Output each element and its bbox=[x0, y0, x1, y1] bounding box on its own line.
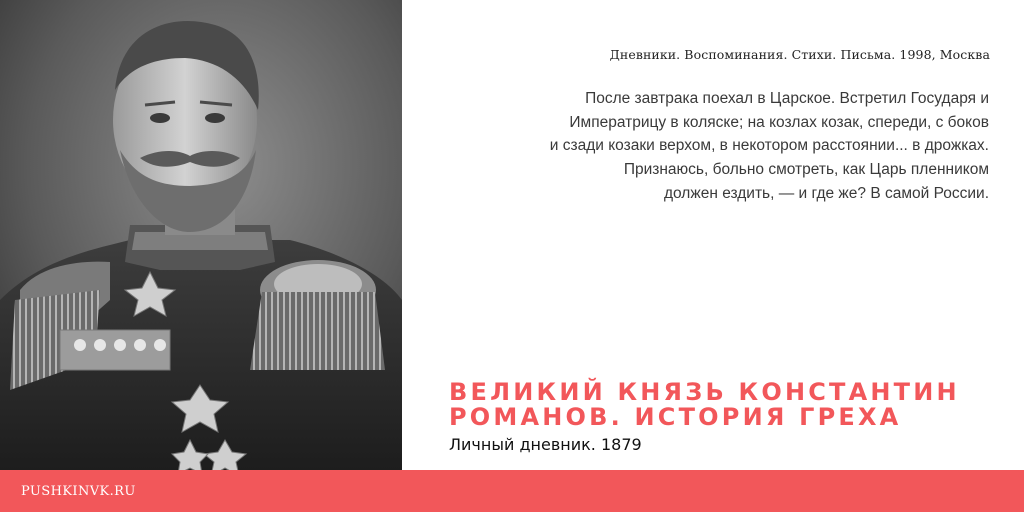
quote-line: Признаюсь, больно смотреть, как Царь пленником bbox=[623, 161, 989, 179]
headline-title bbox=[449, 380, 960, 430]
quote-line: После завтрака поехал в Царское. Встретил Государя и bbox=[585, 90, 989, 107]
quote-line: и сзади козаки верхом, в некотором расстоянии... в дрожках. bbox=[549, 137, 989, 155]
subtitle: Личный дневник. 1879 bbox=[449, 435, 642, 454]
source-citation: Дневники. Воспоминания. Стихи. Письма. 1998, Москва bbox=[609, 47, 990, 62]
diary-quote bbox=[429, 87, 989, 206]
portrait-photo bbox=[0, 0, 402, 470]
quote-line: должен ездить, — и где же? В самой России. bbox=[663, 184, 989, 202]
footer-bar bbox=[0, 470, 1024, 512]
title-line: ВЕЛИКИЙ КНЯЗЬ КОНСТАНТИН bbox=[449, 378, 960, 406]
title-line: РОМАНОВ. ИСТОРИЯ ГРЕХА bbox=[449, 403, 902, 431]
site-link[interactable]: PUSHKINVK.RU bbox=[21, 484, 136, 499]
quote-line: Императрицу в коляске; на козлах козак, спереди, с боков bbox=[569, 113, 989, 131]
